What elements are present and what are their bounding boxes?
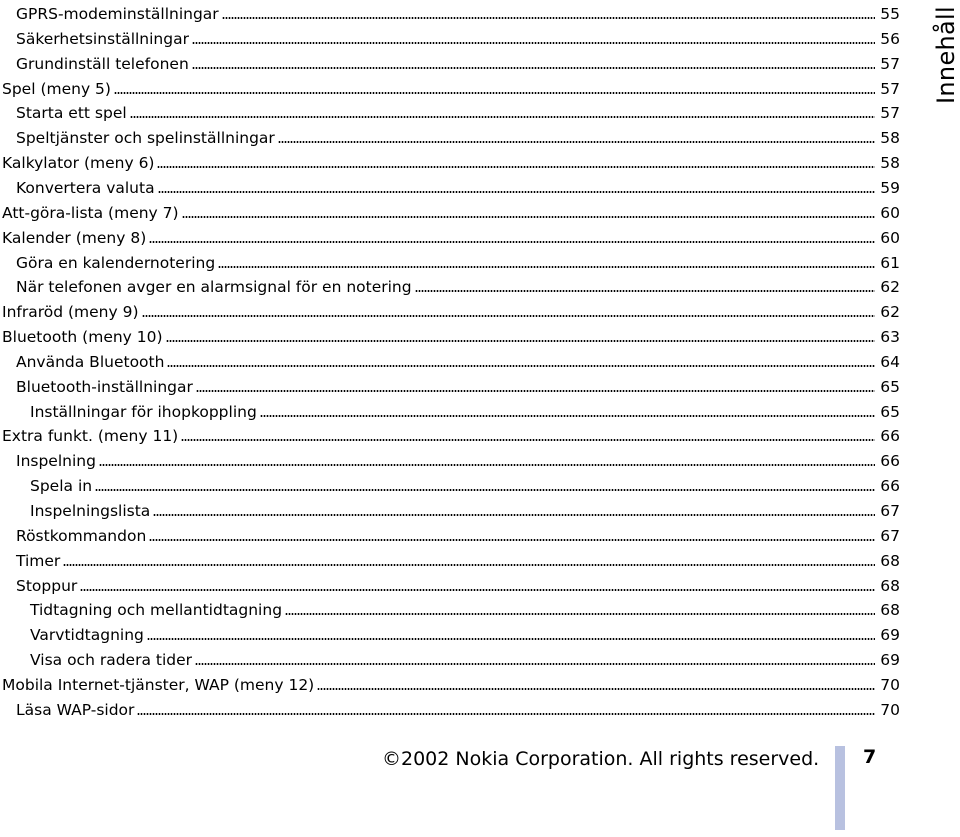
dot-leader <box>153 513 875 517</box>
toc-entry-title: Extra funkt. (meny 11) <box>2 427 179 446</box>
toc-entry-page: 60 <box>880 203 900 222</box>
toc-entry[interactable] <box>0 522 900 546</box>
toc-entry[interactable] <box>0 323 900 347</box>
toc-entry-title: Röstkommandon <box>16 526 147 545</box>
toc-entry-page: 67 <box>880 526 900 545</box>
dot-leader <box>182 215 875 219</box>
toc-entry[interactable] <box>0 696 900 720</box>
toc-entry-title: Kalkylator (meny 6) <box>2 154 155 173</box>
toc-entry[interactable] <box>0 174 900 198</box>
dot-leader <box>192 66 875 70</box>
dot-leader <box>137 712 875 716</box>
toc-entry[interactable] <box>0 298 900 322</box>
toc-entry-page: 55 <box>880 5 900 23</box>
toc-entry-title: Stoppur <box>16 576 78 595</box>
toc-entry-title: Infraröd (meny 9) <box>2 303 139 322</box>
toc-entry[interactable] <box>0 621 900 645</box>
toc-entry-title: Göra en kalendernotering <box>16 253 216 272</box>
toc-entry-title: Använda Bluetooth <box>16 352 165 371</box>
toc-entry[interactable] <box>0 273 900 297</box>
dot-leader <box>260 414 875 418</box>
page-number: 7 <box>863 746 877 768</box>
toc-entry-title: Säkerhetsinställningar <box>16 29 189 48</box>
toc-entry[interactable] <box>0 99 900 123</box>
toc-entry-page: 57 <box>880 54 900 73</box>
toc-entry-title: Läsa WAP-sidor <box>16 700 135 719</box>
dot-leader <box>80 588 875 592</box>
dot-leader <box>63 563 875 567</box>
toc-entry-page: 60 <box>880 228 900 247</box>
dot-leader <box>278 140 875 144</box>
toc-entry-title: Kalender (meny 8) <box>2 228 147 247</box>
dot-leader <box>285 612 875 616</box>
dot-leader <box>95 488 875 492</box>
dot-leader <box>196 389 875 393</box>
toc-entry-title: Att-göra-lista (meny 7) <box>2 203 179 222</box>
toc-entry-title: Spela in <box>30 477 93 496</box>
dot-leader <box>181 438 875 442</box>
toc-entry-title: När telefonen avger en alarmsignal för en notering <box>16 278 412 297</box>
toc-entry-page: 67 <box>880 502 900 520</box>
toc-entry-page: 62 <box>880 278 900 297</box>
toc-entry-page: 59 <box>880 178 900 197</box>
page-marker-bar <box>835 746 845 830</box>
toc-entry[interactable] <box>0 149 900 173</box>
toc-entry[interactable] <box>0 373 900 397</box>
toc-entry-page: 62 <box>880 303 900 322</box>
toc-entry[interactable] <box>0 199 900 223</box>
toc-entry-title: Timer <box>16 551 61 570</box>
toc-entry-page: 58 <box>880 154 900 173</box>
toc-entry[interactable] <box>0 0 900 24</box>
toc-entry-title: Inspelningslista <box>30 502 151 520</box>
dot-leader <box>317 687 875 691</box>
dot-leader <box>130 115 875 119</box>
toc-entry-title: Tidtagning och mellantidtagning <box>30 601 283 620</box>
dot-leader <box>166 339 875 343</box>
toc-entry-title: Grundinställ telefonen <box>16 54 189 73</box>
section-title: Innehåll <box>931 6 960 104</box>
toc-entry[interactable] <box>0 249 900 273</box>
dot-leader <box>149 538 875 542</box>
toc-entry-page: 57 <box>880 104 900 123</box>
toc-entry-title: GPRS-modeminställningar <box>16 5 219 23</box>
toc-entry-page: 66 <box>880 452 900 471</box>
toc-entry-title: Spel (meny 5) <box>2 79 111 98</box>
toc-entry-page: 70 <box>880 675 900 694</box>
dot-leader <box>195 662 875 666</box>
toc-entry-page: 61 <box>880 253 900 272</box>
toc-entry-page: 58 <box>880 129 900 148</box>
dot-leader <box>192 41 875 45</box>
toc-entry-title: Mobila Internet-tjänster, WAP (meny 12) <box>2 675 315 694</box>
toc-entry[interactable] <box>0 596 900 620</box>
toc-entry-page: 68 <box>880 601 900 620</box>
toc-entry[interactable] <box>0 25 900 49</box>
toc-entry-title: Varvtidtagning <box>30 626 144 645</box>
toc-entry-page: 63 <box>880 328 900 347</box>
dot-leader <box>142 314 875 318</box>
toc-entry-page: 69 <box>880 651 900 670</box>
toc-entry-title: Visa och radera tider <box>30 651 193 670</box>
toc-entry[interactable] <box>0 447 900 471</box>
toc-entry-title: Inspelning <box>16 452 96 471</box>
toc-entry[interactable] <box>0 646 900 670</box>
toc-entry[interactable] <box>0 124 900 148</box>
toc-entry[interactable] <box>0 398 900 422</box>
dot-leader <box>157 165 875 169</box>
dot-leader <box>99 463 875 467</box>
toc-entry-page: 68 <box>880 551 900 570</box>
toc-entry-title: Konvertera valuta <box>16 178 155 197</box>
dot-leader <box>147 637 875 641</box>
toc-entry-title: Bluetooth (meny 10) <box>2 328 163 347</box>
toc-entry[interactable] <box>0 75 900 99</box>
toc-entry[interactable] <box>0 671 900 695</box>
toc-entry-page: 70 <box>880 700 900 719</box>
dot-leader <box>167 364 875 368</box>
toc-entry-page: 66 <box>880 427 900 446</box>
toc-entry-page: 66 <box>880 477 900 496</box>
toc-entry[interactable] <box>0 422 900 446</box>
toc-entry[interactable] <box>0 50 900 74</box>
toc-entry-title: Speltjänster och spelinställningar <box>16 129 275 148</box>
toc-entry-page: 69 <box>880 626 900 645</box>
dot-leader <box>222 16 875 20</box>
dot-leader <box>158 190 875 194</box>
toc-entry[interactable] <box>0 572 900 596</box>
toc-entry-page: 57 <box>880 79 900 98</box>
toc-entry-page: 65 <box>880 402 900 421</box>
toc-entry-title: Inställningar för ihopkoppling <box>30 402 257 421</box>
dot-leader <box>415 289 875 293</box>
toc-entry[interactable] <box>0 547 900 571</box>
toc-entry[interactable] <box>0 472 900 496</box>
toc-entry-page: 68 <box>880 576 900 595</box>
dot-leader <box>218 265 875 269</box>
toc-entry[interactable] <box>0 224 900 248</box>
toc-entry-page: 65 <box>880 377 900 396</box>
toc-entry[interactable] <box>0 348 900 372</box>
toc-entry-title: Starta ett spel <box>16 104 127 123</box>
toc-entry-page: 64 <box>880 352 900 371</box>
dot-leader <box>149 240 875 244</box>
toc-entry-page: 56 <box>880 29 900 48</box>
dot-leader <box>114 91 875 95</box>
toc-entry[interactable] <box>0 497 900 521</box>
copyright-notice: ©2002 Nokia Corporation. All rights reserved. <box>382 748 820 770</box>
toc-entry-title: Bluetooth-inställningar <box>16 377 193 396</box>
section-tab <box>931 0 960 110</box>
